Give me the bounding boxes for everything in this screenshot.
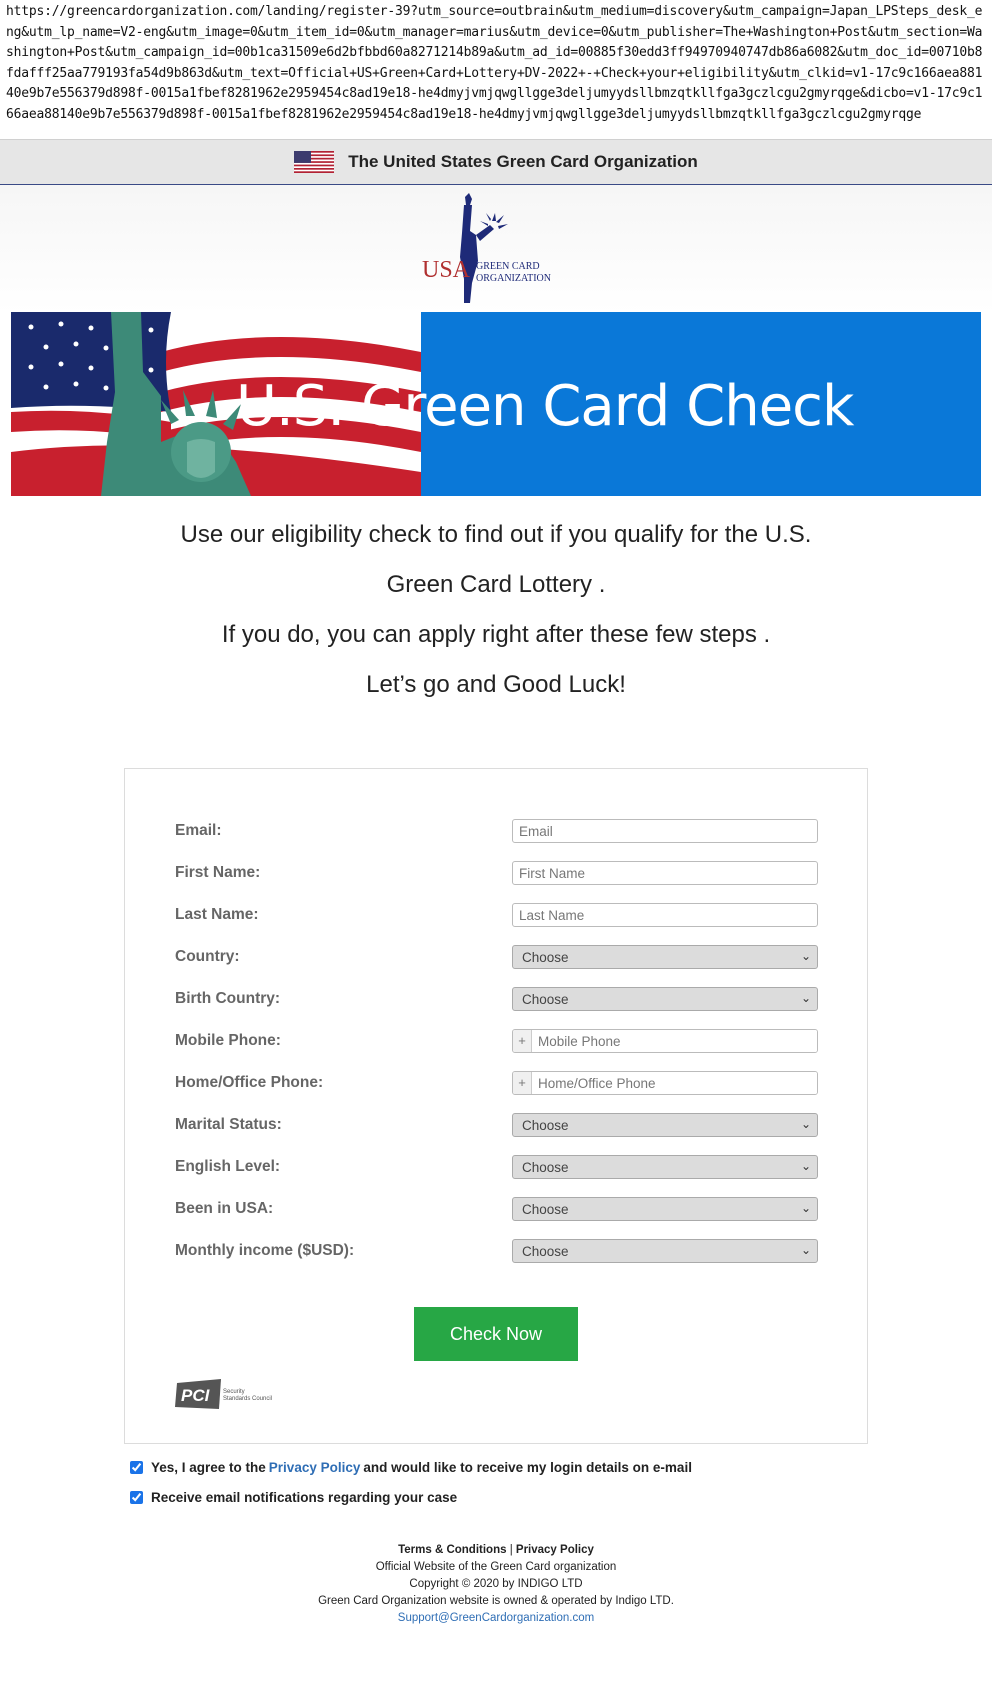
address-url[interactable]: https://greencardorganization.com/landing/register-39?utm_source=outbrain&utm_medium=discovery&utm_campaign=Japan_LPSteps_desk_eng&utm_lp_name=V2-eng&utm_image=0&utm_item_id=0&utm_manager=marius&utm_device=0&utm_publisher=The+Washington+Post&utm_section=Washington+Post&utm_campaign_id=00b1ca31509e6d2bfbbd60a8271214b89a&utm_ad_id=00885f30edd3ff94970940747db86a6082&utm_doc_id=00710b8fdafff25aa779193fa54d9b863d&utm_text=Official+US+Green+Card+Lottery+DV-2022+-+Check+your+eligibility&utm_clkid=v1-17c9c166aea88140e9b7e556379d898f-0015a1fbef8281962e2959454c8ad19e18-he4dmyjvmjqwgllgge3deljumyydsllbmzqtkllfga3gczlcgu2gmyrqge&dicbo=v1-17c9c166aea88140e9b7e556379d898f-0015a1fbef8281962e2959454c8ad19e18-he4dmyjvmjqwgllgge3deljumyydsllbmzqtkllfga3gczlcgu2gmyrqge (6, 4, 983, 122)
been-in-usa-select[interactable] (512, 1197, 818, 1221)
footer-separator: | (509, 1544, 513, 1556)
been-in-usa-row (125, 1197, 867, 1223)
country-label: Country: (175, 948, 240, 965)
footer-privacy-link[interactable]: Privacy Policy (515, 1544, 594, 1556)
been-in-usa-value: Choose (522, 1202, 569, 1217)
site-footer (0, 1542, 992, 1627)
first-name-row (125, 861, 867, 887)
email-notifications-row (128, 1482, 868, 1512)
english-level-row (125, 1155, 867, 1181)
pci-line1-text: Security (223, 1389, 245, 1395)
check-now-button[interactable]: Check Now (414, 1307, 578, 1361)
green-card-organization-logo (420, 191, 570, 309)
consent-section (128, 1452, 868, 1512)
copyright-text: Copyright © 2020 by INDIGO LTD (409, 1578, 583, 1590)
last-name-row (125, 903, 867, 929)
country-select[interactable] (512, 945, 818, 969)
pci-line2-text: Standards Council (223, 1396, 273, 1402)
eligibility-form (124, 768, 868, 1444)
country-row (125, 945, 867, 971)
logo-line2-text: ORGANIZATION (476, 273, 551, 284)
country-value: Choose (522, 950, 569, 965)
email-notifications-text: Receive email notifications regarding your case (151, 1489, 458, 1505)
pci-logo (175, 1379, 275, 1411)
english-level-label: English Level: (175, 1158, 281, 1175)
email-row (125, 819, 867, 845)
hero-banner (11, 312, 981, 496)
last-name-label: Last Name: (175, 906, 259, 923)
english-level-value: Choose (522, 1160, 569, 1175)
intro-text (0, 510, 992, 710)
monthly-income-label: Monthly income ($USD): (175, 1242, 355, 1259)
agree-privacy-checkbox[interactable] (130, 1461, 143, 1474)
us-flag-icon (294, 151, 334, 173)
mobile-phone-input[interactable] (532, 1030, 817, 1052)
intro-line-1: Use our eligibility check to find out if you qualify for the U.S. (180, 521, 812, 548)
chevron-down-icon: ⌄ (800, 1117, 811, 1131)
email-label: Email: (175, 822, 222, 839)
birth-country-select[interactable] (512, 987, 818, 1011)
home-phone-field (512, 1071, 818, 1095)
chevron-down-icon: ⌄ (800, 1243, 811, 1257)
monthly-income-row (125, 1239, 867, 1265)
home-phone-row (125, 1071, 867, 1097)
birth-country-row (125, 987, 867, 1013)
phone-prefix: + (513, 1072, 532, 1094)
first-name-input[interactable] (512, 861, 818, 885)
mobile-phone-field (512, 1029, 818, 1053)
agree-prefix-text: Yes, I agree to the (151, 1459, 266, 1475)
marital-status-select[interactable] (512, 1113, 818, 1137)
marital-status-label: Marital Status: (175, 1116, 282, 1133)
home-phone-label: Home/Office Phone: (175, 1074, 324, 1091)
english-level-select[interactable] (512, 1155, 818, 1179)
official-website-text: Official Website of the Green Card organization (375, 1561, 617, 1573)
agree-suffix-text: and would like to receive my login details on e-mail (363, 1459, 692, 1475)
been-in-usa-label: Been in USA: (175, 1200, 274, 1217)
first-name-label: First Name: (175, 864, 261, 881)
mobile-phone-label: Mobile Phone: (175, 1032, 281, 1049)
intro-line-4: Let’s go and Good Luck! (366, 671, 626, 698)
support-email-link[interactable]: Support@GreenCardorganization.com (397, 1612, 595, 1624)
birth-country-value: Choose (522, 992, 569, 1007)
marital-status-row (125, 1113, 867, 1139)
marital-status-value: Choose (522, 1118, 569, 1133)
email-notifications-checkbox[interactable] (130, 1491, 143, 1504)
home-phone-input[interactable] (532, 1072, 817, 1094)
terms-link[interactable]: Terms & Conditions (398, 1544, 507, 1556)
logo-line1-text: GREEN CARD (476, 261, 540, 272)
chevron-down-icon: ⌄ (800, 991, 811, 1005)
intro-line-2: Green Card Lottery . (386, 571, 606, 598)
birth-country-label: Birth Country: (175, 990, 281, 1007)
chevron-down-icon: ⌄ (800, 1201, 811, 1215)
logo-usa-text: USA (422, 257, 471, 283)
monthly-income-select[interactable] (512, 1239, 818, 1263)
phone-prefix: + (513, 1030, 532, 1052)
monthly-income-value: Choose (522, 1244, 569, 1259)
chevron-down-icon: ⌄ (800, 1159, 811, 1173)
last-name-input[interactable] (512, 903, 818, 927)
hero-title: U.S. Green Card Check (236, 374, 854, 439)
privacy-policy-link[interactable]: Privacy Policy (268, 1459, 361, 1475)
agree-privacy-row (128, 1452, 868, 1482)
header-title: The United States Green Card Organization (348, 152, 698, 171)
chevron-down-icon: ⌄ (800, 949, 811, 963)
mobile-phone-row (125, 1029, 867, 1055)
pci-mark-text: PCI (181, 1386, 210, 1405)
site-header (0, 139, 992, 186)
owner-text: Green Card Organization website is owned & operated by Indigo LTD. (318, 1595, 674, 1607)
intro-line-3: If you do, you can apply right after these few steps . (221, 621, 771, 648)
email-input[interactable] (512, 819, 818, 843)
logo-area (0, 185, 992, 313)
